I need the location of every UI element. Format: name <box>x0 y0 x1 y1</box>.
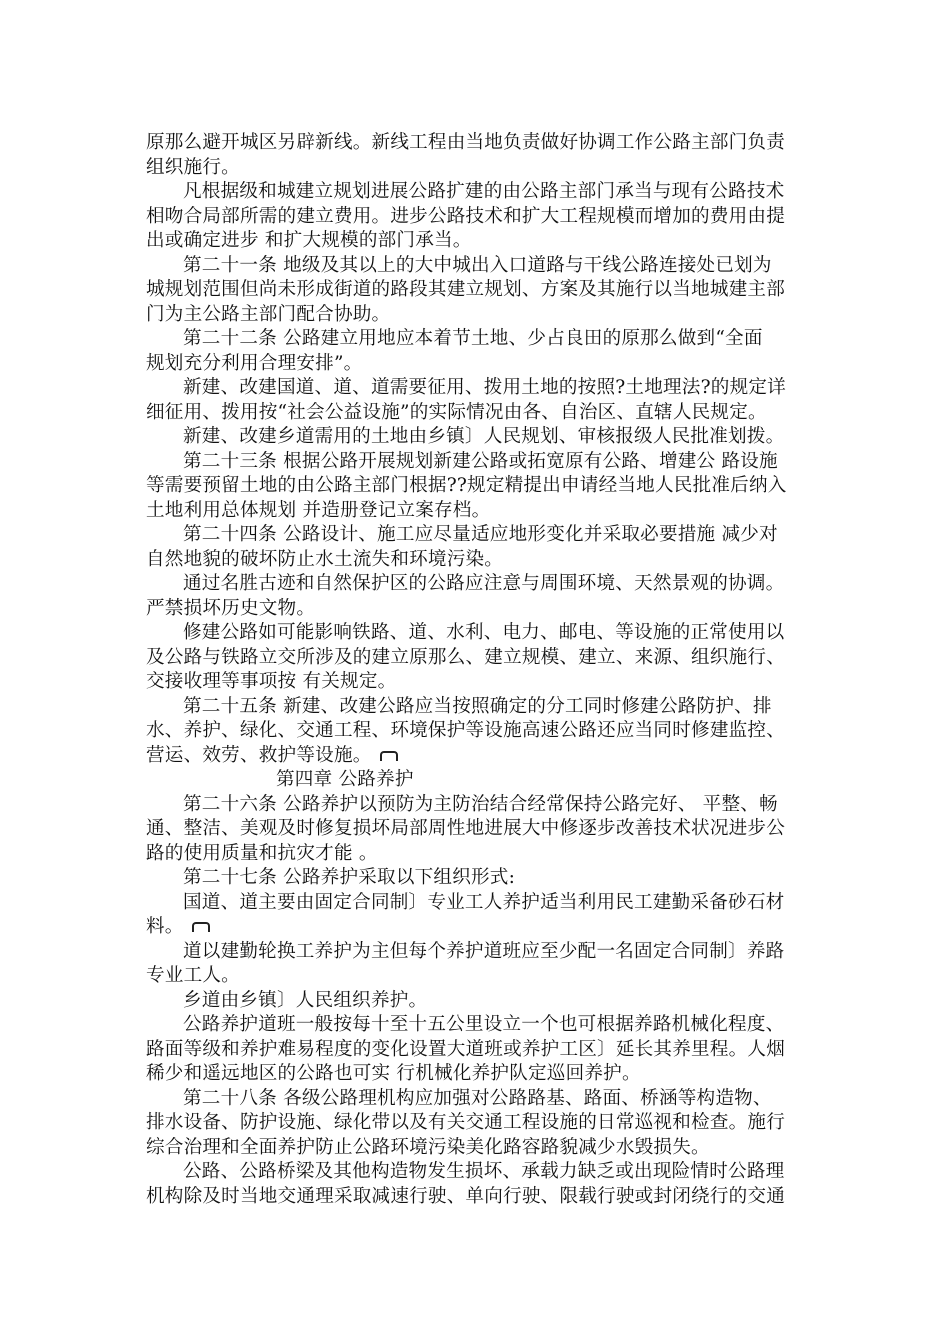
text-line <box>146 1062 810 1087</box>
text-line <box>146 646 810 671</box>
text-line <box>146 719 810 744</box>
text-line-content: 新建、改建乡道需用的土地由乡镇〕人民规划、审核报级人民批准划拨。 <box>183 426 785 447</box>
scan-mark-icon <box>380 751 398 761</box>
text-line-content: 路面等级和养护难易程度的变化设置大道班或养护工区〕延长其养里程。人烟 <box>146 1038 785 1060</box>
text-line <box>146 523 810 548</box>
text-line <box>146 744 810 769</box>
text-line-content: 第二十六条 公路养护以预防为主防治结合经常保持公路完好、 平整、畅 <box>183 793 778 815</box>
text-line-content: 第二十五条 新建、改建公路应当按照确定的分工同时修建公路防护、排 <box>183 695 772 717</box>
text-line <box>146 817 810 842</box>
text-line-content: 排水设备、防护设施、绿化带以及有关交通工程设施的日常巡视和检查。施行 <box>146 1112 785 1133</box>
text-line <box>146 229 810 254</box>
text-line-content: 等需要预留土地的由公路主部门根据??规定精提出申请经当地人民批准后纳入 <box>146 475 787 496</box>
text-line <box>146 842 810 867</box>
text-line <box>146 964 810 989</box>
text-line-content: 第二十七条 公路养护采取以下组织形式: <box>183 867 516 888</box>
text-line <box>146 131 810 156</box>
text-line-content: 城规划范围但尚未形成街道的路段其建立规划、方案及其施行以当地城建主部 <box>146 279 785 300</box>
text-line-content: 相吻合局部所需的建立费用。进步公路技术和扩大工程规模而增加的费用由提 <box>146 205 785 227</box>
text-line-content: 综合治理和全面养护防止公路环境污染美化路容路貌减少水毁损失。 <box>146 1136 710 1158</box>
text-line <box>146 793 810 818</box>
text-line-content: 机构除及时当地交通理采取减速行驶、单向行驶、限载行驶或封闭绕行的交通 <box>146 1185 785 1207</box>
text-line-content: 公路、公路桥梁及其他构造物发生损坏、承载力缺乏或出现险情时公路理 <box>183 1161 785 1182</box>
text-line <box>146 180 810 205</box>
chapter-heading <box>146 768 810 793</box>
text-line <box>146 1185 810 1210</box>
text-line <box>146 205 810 230</box>
text-line-content: 原那么避开城区另辟新线。新线工程由当地负责做好协调工作公路主部门负责 <box>146 132 785 153</box>
text-line-content: 交接收理等事项按 有关规定。 <box>146 671 397 692</box>
text-line-content: 门为主公路主部门配合协助。 <box>146 303 391 325</box>
text-line <box>146 254 810 279</box>
text-line-content: 出或确定进步 和扩大规模的部门承当。 <box>146 230 472 251</box>
text-line <box>146 1087 810 1112</box>
text-line <box>146 425 810 450</box>
text-line-content: 第四章 公路养护 <box>276 769 414 790</box>
text-line <box>146 499 810 524</box>
text-line <box>146 1038 810 1063</box>
text-line-content: 料。 <box>146 916 184 937</box>
text-line <box>146 548 810 573</box>
text-line-content: 水、养护、绿化、交通工程、环境保护等设施高速公路还应当同时修建监控、 <box>146 720 785 741</box>
text-line-content: 土地利用总体规划 并造册登记立案存档。 <box>146 499 491 521</box>
text-line <box>146 572 810 597</box>
text-line-content: 组织施行。 <box>146 156 240 178</box>
text-line-content: 通、整洁、美观及时修复损坏局部周性地进展大中修逐步改善技术状况进步公 <box>146 818 785 839</box>
text-line <box>146 474 810 499</box>
text-line <box>146 915 810 940</box>
scan-mark-icon <box>192 922 210 932</box>
text-line <box>146 1160 810 1185</box>
text-line <box>146 695 810 720</box>
text-line <box>146 989 810 1014</box>
text-line-content: 路的使用质量和抗灾才能 。 <box>146 842 378 864</box>
text-line-content: 道以建勤轮换工养护为主但每个养护道班应至少配一名固定合同制〕养路 <box>183 940 785 962</box>
text-line-content: 公路养护道班一般按每十至十五公里设立一个也可根据养路机械化程度、 <box>183 1014 785 1035</box>
text-line-content: 第二十三条 根据公路开展规划新建公路或拓宽原有公路、增建公 路设施 <box>183 450 778 472</box>
text-line <box>146 621 810 646</box>
text-line <box>146 940 810 965</box>
text-line-content: 新建、改建国道、道、道需要征用、拨用土地的按照?土地理法?的规定详 <box>183 377 786 398</box>
text-line <box>146 401 810 426</box>
text-line <box>146 1111 810 1136</box>
text-line-content: 修建公路如可能影响铁路、道、水利、电力、邮电、等设施的正常使用以 <box>183 622 785 643</box>
text-line-content: 专业工人。 <box>146 965 240 986</box>
text-line-content: 第二十二条 公路建立用地应本着节土地、少占良田的原那么做到“全面 <box>183 328 763 349</box>
text-line-content: 严禁损坏历史文物。 <box>146 597 316 619</box>
text-line-content: 规划充分利用合理安排”。 <box>146 352 363 374</box>
text-line <box>146 450 810 475</box>
text-line-content: 细征用、拨用按“社会公益设施”的实际情况由各、自治区、直辖人民规定。 <box>146 401 767 423</box>
text-line-content: 通过名胜古迹和自然保护区的公路应注意与周围环境、天然景观的协调。 <box>183 573 785 594</box>
text-line <box>146 1013 810 1038</box>
text-line <box>146 156 810 181</box>
text-line-content: 乡道由乡镇〕人民组织养护。 <box>183 989 428 1011</box>
text-line <box>146 278 810 303</box>
text-line <box>146 303 810 328</box>
document-body <box>146 131 810 1209</box>
text-line-content: 及公路与铁路立交所涉及的建立原那么、建立规模、建立、来源、组织施行、 <box>146 646 785 668</box>
text-line <box>146 597 810 622</box>
text-line-content: 第二十四条 公路设计、施工应尽量适应地形变化并采取必要措施 减少对 <box>183 524 778 545</box>
text-line <box>146 1136 810 1161</box>
text-line <box>146 866 810 891</box>
text-line <box>146 670 810 695</box>
text-line <box>146 376 810 401</box>
text-line-content: 国道、道主要由固定合同制〕专业工人养护适当利用民工建勤采备砂石材 <box>183 891 785 913</box>
text-line <box>146 327 810 352</box>
text-line <box>146 352 810 377</box>
text-line-content: 稀少和遥远地区的公路也可实 行机械化养护队定巡回养护。 <box>146 1063 641 1084</box>
text-line-content: 营运、效劳、救护等设施。 <box>146 744 372 766</box>
text-line-content: 自然地貌的破坏防止水土流失和环境污染。 <box>146 548 504 570</box>
text-line-content: 第二十一条 地级及其以上的大中城出入口道路与干线公路连接处已划为 <box>183 254 772 276</box>
text-line-content: 第二十八条 各级公路理机构应加强对公路路基、路面、桥涵等构造物、 <box>183 1087 772 1109</box>
text-line <box>146 891 810 916</box>
text-line-content: 凡根据级和城建立规划进展公路扩建的由公路主部门承当与现有公路技术 <box>183 181 785 202</box>
